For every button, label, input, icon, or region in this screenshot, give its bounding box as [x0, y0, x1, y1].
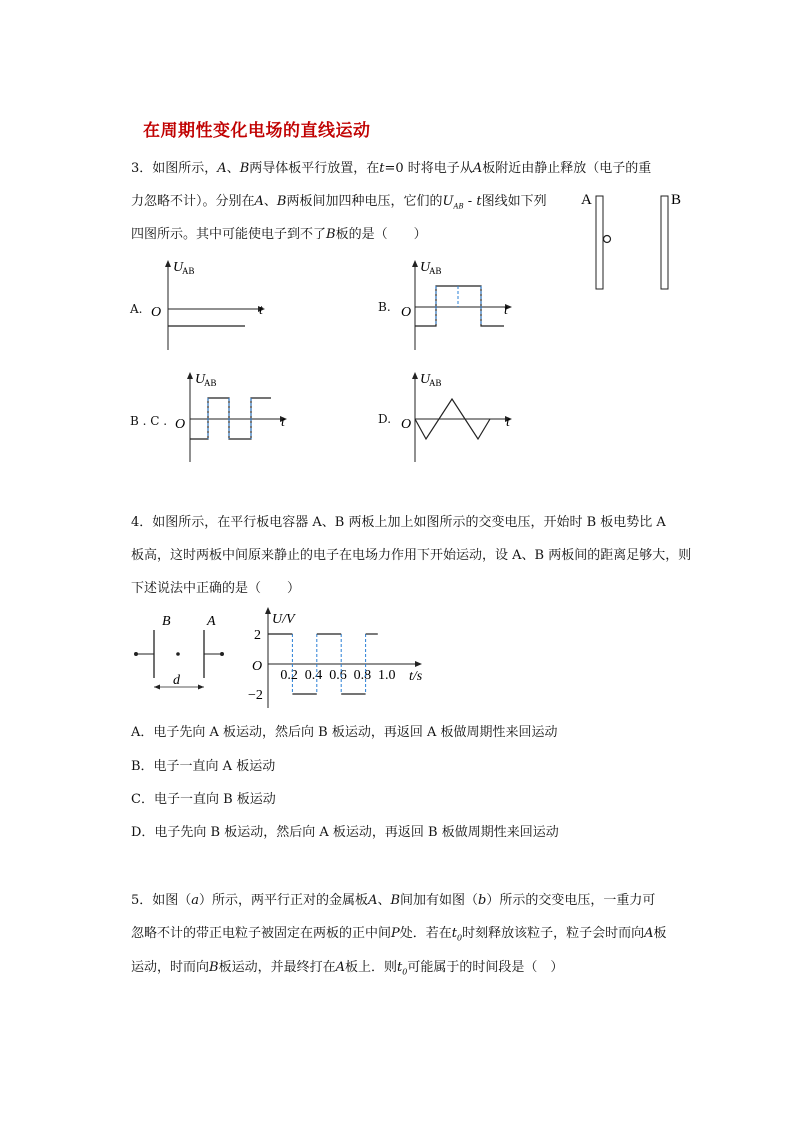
- svg-text:U: U: [195, 372, 206, 387]
- q3-line-2: 力忽略不计）。分别在A、B两板间加四种电压，它们的$U_{AB}$ - t图线如下列: [131, 194, 547, 211]
- q4-y-tick-pos: 2: [254, 628, 261, 643]
- plate-a: [596, 196, 603, 289]
- q4-origin-label: O: [252, 659, 263, 674]
- q3-line-1: 3．如图所示，A、B两导体板平行放置，在t=0 时将电子从A板附近由静止释放（电子的重: [131, 161, 652, 176]
- q3-option-c-label: B . C .: [130, 414, 168, 428]
- q4-x-axis-label: t/s: [409, 669, 423, 684]
- electron-dot: [604, 236, 611, 243]
- svg-text:t: t: [506, 415, 510, 430]
- q4-graph-group: [248, 607, 423, 708]
- q3-graph-c: [167, 370, 297, 465]
- q4-y-axis-label: U/V: [272, 612, 295, 627]
- q4-voltage-graph: [245, 604, 435, 712]
- q3-graph-d: [392, 370, 522, 465]
- q5-line-1: 5．如图（a）所示，两平行正对的金属板A、B间加有如图（b）所示的交变电压，一重力可: [131, 893, 656, 908]
- q4-option-d: D．电子先向 B 板运动，然后向 A 板运动，再返回 B 板做周期性来回运动: [131, 825, 559, 840]
- svg-text:O: O: [401, 417, 412, 432]
- q3-line-3: 四图所示。其中可能使电子到不了B板的是（ ）: [131, 227, 427, 242]
- q4-line-1: 4．如图所示，在平行板电容器 A、B 两板上加上如图所示的交变电压，开始时 B 板电势比 A: [131, 515, 666, 530]
- q4-x-tick-0: 0.2: [280, 668, 298, 683]
- q4-capacitor-figure: [128, 608, 228, 698]
- q3-option-a-label: A.: [130, 302, 143, 316]
- page-title: 在周期性变化电场的直线运动: [143, 121, 371, 141]
- svg-text:AB: AB: [429, 266, 442, 276]
- plate-b-label: B: [671, 192, 682, 208]
- q4-x-tick-4: 1.0: [378, 668, 396, 683]
- svg-text:AB: AB: [429, 378, 442, 388]
- q4-option-c: C．电子一直向 B 板运动: [131, 792, 276, 807]
- svg-text:O: O: [401, 305, 412, 320]
- q4-line-2: 板高，这时两板中间原来静止的电子在电场力作用下开始运动，设 A、B 两板间的距离足够大，则: [131, 548, 692, 563]
- q4-option-a: A．电子先向 A 板运动，然后向 B 板运动，再返回 A 板做周期性来回运动: [131, 725, 558, 740]
- svg-text:t: t: [504, 303, 508, 318]
- q4-x-arrow: [415, 661, 422, 667]
- q4-x-tick-1: 0.4: [304, 668, 323, 683]
- graph-b-wave: [415, 286, 504, 326]
- q3-graph-a: [145, 258, 275, 353]
- plate-b: [661, 196, 668, 289]
- q4-option-b: B．电子一直向 A 板运动: [131, 759, 276, 774]
- svg-text:O: O: [175, 417, 186, 432]
- q4-y-tick-neg: −2: [248, 688, 263, 703]
- svg-text:O: O: [151, 305, 162, 320]
- svg-text:AB: AB: [182, 266, 195, 276]
- q4-plate-a-label: A: [207, 614, 216, 629]
- svg-text:U: U: [420, 372, 431, 387]
- plate-a-label: A: [581, 192, 592, 208]
- svg-text:t: t: [281, 415, 285, 430]
- q4-electron-dot: [176, 652, 180, 656]
- q5-line-2: 忽略不计的带正电粒子被固定在两板的正中间P处．若在$t_0$时刻释放该粒子，粒子会时而向A板: [131, 926, 667, 943]
- svg-text:U: U: [173, 260, 184, 275]
- q4-plate-b-label: B: [162, 614, 171, 629]
- svg-text:t: t: [259, 303, 263, 318]
- q4-line-3: 下述说法中正确的是（ ）: [131, 581, 301, 596]
- svg-text:AB: AB: [204, 378, 217, 388]
- q4-x-tick-2: 0.6: [329, 668, 347, 683]
- q3-graph-b: [392, 258, 522, 353]
- q3-option-d-label: D.: [378, 412, 392, 426]
- svg-text:U: U: [420, 260, 431, 275]
- q4-y-arrow: [265, 607, 271, 614]
- q5-line-3: 运动，时而向B板运动，并最终打在A板上．则$t_0$可能属于的时间段是（ ）: [131, 960, 564, 977]
- q3-plates-figure: [575, 186, 685, 296]
- q3-option-b-label: B.: [378, 300, 391, 314]
- q4-distance-label: d: [173, 673, 180, 688]
- q4-x-tick-3: 0.8: [353, 668, 372, 683]
